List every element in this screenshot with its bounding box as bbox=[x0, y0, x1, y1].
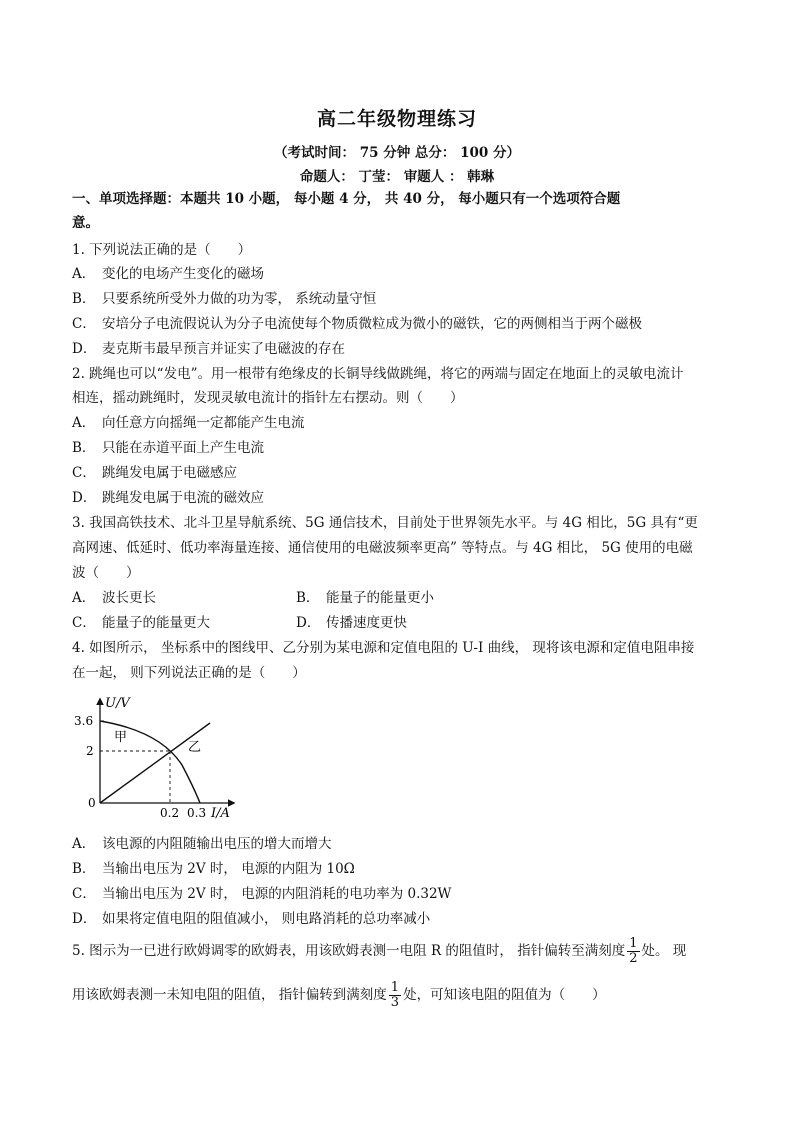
q3-option-c: C． 能量子的能量更大 bbox=[72, 615, 210, 631]
x-axis-label: I/A bbox=[211, 806, 230, 821]
fraction-one-third: $\frac{1}{3}$ bbox=[390, 980, 400, 1010]
q3-option-b: B． 能量子的能量更小 bbox=[296, 590, 434, 606]
question-1-stem: 1. 下列说法正确的是（ ） bbox=[72, 242, 252, 258]
q2-option-b: B． 只能在赤道平面上产生电流 bbox=[72, 440, 264, 456]
q1-option-d: D． 麦克斯韦最早预言并证实了电磁波的存在 bbox=[72, 341, 345, 357]
curve-yi-label: 乙 bbox=[188, 740, 202, 755]
y-tick-2: 2 bbox=[86, 744, 94, 758]
q3-option-a: A． 波长更长 bbox=[72, 590, 156, 606]
section-heading: 一、单项选择题：本题共 10 小题， 每小题 4 分， 共 40 分， 每小题只有一个选项符合题 bbox=[72, 191, 621, 207]
q2-option-d: D． 跳绳发电属于电流的磁效应 bbox=[72, 490, 264, 506]
q2-option-a: A． 向任意方向摇绳一定都能产生电流 bbox=[72, 415, 305, 431]
q3-option-d: D． 传播速度更快 bbox=[296, 615, 407, 631]
ui-graph bbox=[70, 693, 240, 823]
question-5-stem: 5. 图示为一已进行欧姆调零的欧姆表，用该欧姆表测一电阻 R 的阻值时， 指针偏转至满刻度 $\frac{1}{2}$ 处。 现 bbox=[72, 936, 687, 966]
q1-option-c: C． 安培分子电流假说认为分子电流使每个物质微粒成为微小的磁铁，它的两侧相当于两个磁极 bbox=[72, 316, 642, 332]
question-4-stem: 4. 如图所示， 坐标系中的图线甲、乙分别为某电源和定值电阻的 U-I 曲线， 现将该电源和定值电阻串接 bbox=[72, 640, 695, 656]
question-3-stem-cont: 高网速、低延时、低功率海量连接、通信使用的电磁波频率更高” 等特点。与 4G 相比， 5G 使用的电磁 bbox=[72, 540, 693, 556]
question-2-stem-cont: 相连，摇动跳绳时，发现灵敏电流计的指针左右摆动。则（ ） bbox=[72, 390, 464, 406]
question-2-stem: 2. 跳绳也可以“发电”。用一根带有绝缘皮的长铜导线做跳绳，将它的两端与固定在地面上的灵敏电流计 bbox=[72, 366, 684, 382]
fraction-one-half: $\frac{1}{2}$ bbox=[629, 936, 638, 966]
y-tick-3-6: 3.6 bbox=[74, 714, 94, 728]
question-5-stem-cont: 用该欧姆表测一未知电阻的阻值， 指针偏转到满刻度 $\frac{1}{3}$ 处，可知该电阻的阻值为（ ） bbox=[72, 980, 606, 1010]
authors: 命题人： 丁莹： 审题人 ： 韩琳 bbox=[299, 169, 495, 185]
section-heading-cont: 意。 bbox=[72, 215, 99, 231]
q2-option-c: C． 跳绳发电属于电磁感应 bbox=[72, 465, 237, 481]
exam-info: （考试时间： 75 分钟 总分： 100 分） bbox=[274, 145, 520, 161]
curve-jia-label: 甲 bbox=[114, 730, 128, 745]
question-3-stem-cont2: 波（ ） bbox=[72, 565, 140, 581]
y-axis-label: U/V bbox=[105, 696, 130, 711]
question-4-stem-cont: 在一起， 则下列说法正确的是（ ） bbox=[72, 665, 306, 681]
x-tick-0-3: 0.3 bbox=[187, 806, 207, 820]
question-3-stem: 3. 我国高铁技术、北斗卫星导航系统、5G 通信技术，目前处于世界领先水平。与 4G 相比，5G 具有“更 bbox=[72, 515, 698, 531]
q4-option-a: A． 该电源的内阻随输出电压的增大而增大 bbox=[72, 836, 332, 852]
q4-option-b: B． 当输出电压为 2V 时， 电源的内阻为 10Ω bbox=[72, 861, 355, 877]
origin-label: 0 bbox=[88, 796, 96, 810]
page-title: 高二年级物理练习 bbox=[316, 108, 477, 130]
q4-option-d: D． 如果将定值电阻的阻值减小， 则电路消耗的总功率减小 bbox=[72, 911, 431, 927]
q1-option-a: A． 变化的电场产生变化的磁场 bbox=[72, 266, 264, 282]
x-tick-0-2: 0.2 bbox=[160, 806, 180, 820]
q4-option-c: C． 当输出电压为 2V 时， 电源的内阻消耗的电功率为 0.32W bbox=[72, 886, 452, 902]
q1-option-b: B． 只要系统所受外力做的功为零， 系统动量守恒 bbox=[72, 291, 377, 307]
